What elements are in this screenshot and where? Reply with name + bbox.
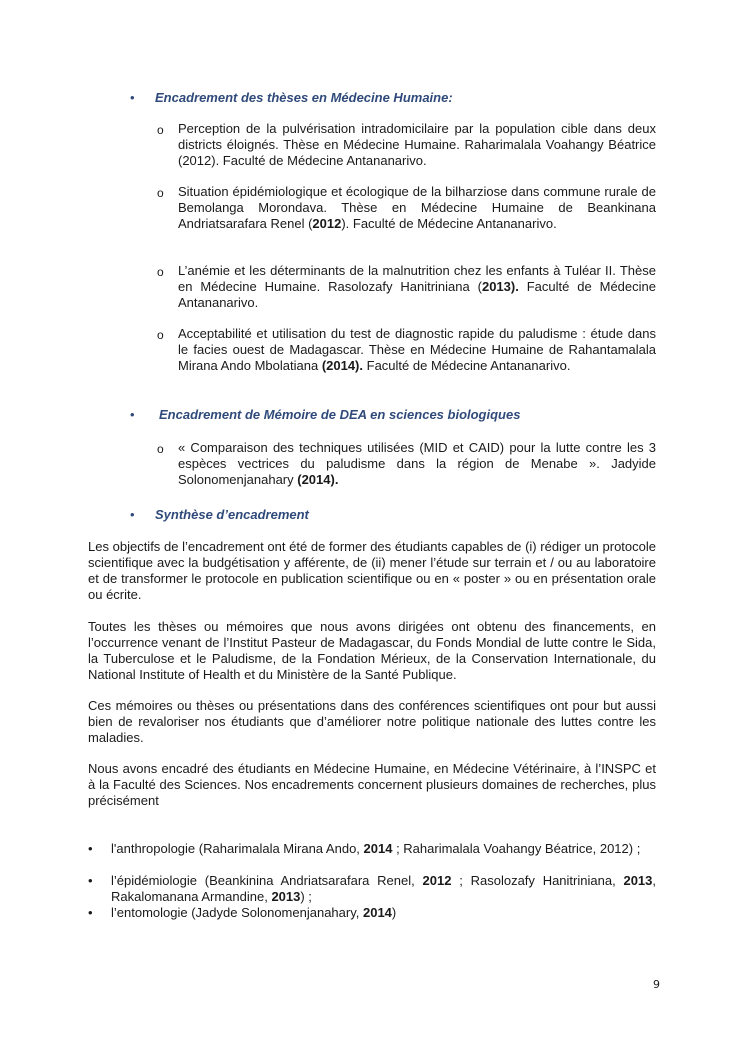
paragraph-domaines: Nous avons encadré des étudiants en Médecine Humaine, en Médecine Vétérinaire, à l’INSPC et à la Faculté des Sciences. Nos encadrements concernent plusieurs domaines de recherches, plus précisément [88,761,656,808]
list-bullet: • [88,873,93,888]
paragraph-revaloriser: Ces mémoires ou thèses ou présentations dans des conférences scientifiques ont pour but aussi bien de revaloriser nos étudiants que d’améliorer notre politique nationale des luttes contre les maladies. [88,698,656,745]
section-bullet: • [130,90,135,105]
domain-anthropologie: l'anthropologie (Raharimalala Mirana Ando, 2014 ; Raharimalala Voahangy Béatrice, 2012) ; [111,841,641,856]
dea-item-1: « Comparaison des techniques utilisées (MID et CAID) pour la lutte contre les 3 espèces vectrices du paludisme dans la région de Menabe ». Jadyide Solonomenjanahary (2014). [178,440,656,487]
section-bullet: • [130,407,135,422]
sub-item-marker: o [157,328,164,342]
paragraph-financements: Toutes les thèses ou mémoires que nous avons dirigées ont obtenu des financements, en l’occurrence venant de l’Institut Pasteur de Madagascar, du Fonds Mondial de lutte contre le Sida, la Tuberculose et le Paludisme, de la Fondation Mérieux, de la Conservation Internationale, du National Institute of Health et du Ministère de la Santé Publique. [88,619,656,682]
thesis-item-3: L’anémie et les déterminants de la malnutrition chez les enfants à Tuléar II. Thèse en Médecine Humaine. Rasolozafy Hanitriniana (2013). Faculté de Médecine Antananarivo. [178,263,656,310]
sub-item-marker: o [157,265,164,279]
list-bullet: • [88,841,93,856]
list-bullet: • [88,905,93,920]
paragraph-objectifs: Les objectifs de l’encadrement ont été de former des étudiants capables de (i) rédiger un protocole scientifique avec la budgétisation y afférente, de (ii) mener l’étude sur terrain et / ou au laboratoire et de transformer le protocole en publication scientifique ou en « poster » ou en présentation orale ou écrite. [88,539,656,602]
thesis-item-1: Perception de la pulvérisation intradomicilaire par la population cible dans deux districts éloignés. Thèse en Médecine Humaine. Raharimalala Voahangy Béatrice (2012). Faculté de Médecine Antananarivo. [178,121,656,168]
section-title-synthese: Synthèse d’encadrement [155,507,309,522]
domain-entomologie: l’entomologie (Jadyde Solonomenjanahary, 2014) [111,905,397,920]
section-title-theses: Encadrement des thèses en Médecine Humaine: [155,90,453,105]
thesis-item-2: Situation épidémiologique et écologique de la bilharziose dans commune rurale de Bemolanga Morondava. Thèse en Médecine Humaine de Beankinana Andriatsarafara Renel (2012). Faculté de Médecine Antananarivo. [178,184,656,231]
sub-item-marker: o [157,123,164,137]
thesis-item-4: Acceptabilité et utilisation du test de diagnostic rapide du paludisme : étude dans le facies ouest de Madagascar. Thèse en Médecine Humaine de Rahantamalala Mirana Ando Mbolatiana (2014). Faculté de Médecine Antananarivo. [178,326,656,373]
page-number: 9 [653,978,660,991]
domain-epidemiologie: l’épidémiologie (Beankinina Andriatsarafara Renel, 2012 ; Rasolozafy Hanitriniana, 2013, Rakalomanana Armandine, 2013) ; [111,873,657,904]
sub-item-marker: o [157,442,164,456]
section-bullet: • [130,507,135,522]
section-title-dea: Encadrement de Mémoire de DEA en sciences biologiques [159,407,521,422]
sub-item-marker: o [157,186,164,200]
